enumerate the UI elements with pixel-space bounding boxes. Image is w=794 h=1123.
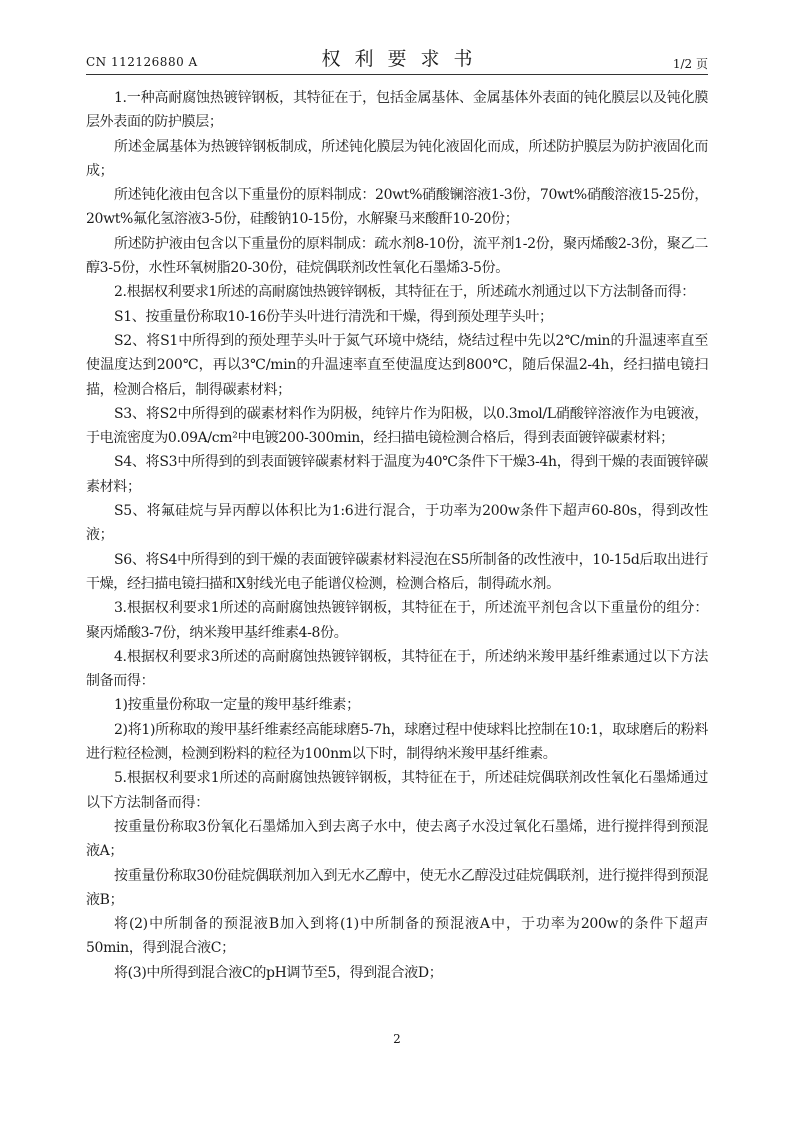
- page-indicator: 1/2 页: [672, 57, 708, 71]
- page-number: 2: [393, 1032, 401, 1046]
- page-header: [86, 44, 708, 74]
- claim-paragraph: 按重量份称取30份硅烷偶联剂加入到无水乙醇中，使无水乙醇没过硅烷偶联剂，进行搅拌得到预混液B；: [86, 867, 708, 908]
- claim-paragraph: 将(3)中所得到混合液C的pH调节至5，得到混合液D；: [114, 964, 443, 981]
- claim-paragraph: S6、将S4中所得到的到干燥的表面镀锌碳素材料浸泡在S5所制备的改性液中，10-15d后取出进行干燥，经扫描电镜扫描和X射线光电子能谱仪检测，检测合格后，制得疏水剂。: [86, 551, 708, 592]
- document-number: CN 112126880 A: [86, 55, 198, 69]
- claim-paragraph: 将(2)中所制备的预混液B加入到将(1)中所制备的预混液A中，于功率为200w的条件下超声50min，得到混合液C；: [86, 916, 708, 957]
- claim-paragraph: 2.根据权利要求1所述的高耐腐蚀热镀锌钢板，其特征在于，所述疏水剂通过以下方法制备而得：: [114, 284, 695, 301]
- claim-paragraph: 所述钝化液由包含以下重量份的原料制成：20wt%硝酸镧溶液1-3份，70wt%硝酸溶液15-25份，20wt%氟化氢溶液3-5份，硅酸钠10-15份，水解聚马来酸酐10-20份；: [86, 187, 708, 228]
- claim-paragraph: S4、将S3中所得到的到表面镀锌碳素材料于温度为40℃条件下干燥3-4h，得到干燥的表面镀锌碳素材料；: [86, 454, 708, 495]
- claim-paragraph: S2、将S1中所得到的预处理芋头叶于氮气环境中烧结，烧结过程中先以2℃/min的升温速率直至使温度达到200℃，再以3℃/min的升温速率直至使温度达到800℃，随后保温2-4h，经扫描电镜扫描，检测合格后，制得碳素材料；: [86, 332, 708, 398]
- claims-body: [86, 86, 708, 985]
- claim-paragraph: 5.根据权利要求1所述的高耐腐蚀热镀锌钢板，其特征在于，所述硅烷偶联剂改性氧化石墨烯通过以下方法制备而得：: [86, 770, 708, 811]
- claim-paragraph: 所述金属基体为热镀锌钢板制成，所述钝化膜层为钝化液固化而成，所述防护膜层为防护液固化而成；: [86, 138, 708, 179]
- claim-paragraph: 2)将1)所称取的羧甲基纤维素经高能球磨5-7h，球磨过程中使球料比控制在10:1，取球磨后的粉料进行粒径检测，检测到粉料的粒径为100nm以下时，制得纳米羧甲基纤维素。: [86, 721, 708, 763]
- claim-paragraph: 3.根据权利要求1所述的高耐腐蚀热镀锌钢板，其特征在于，所述流平剂包含以下重量份的组分：聚丙烯酸3-7份，纳米羧甲基纤维素4-8份。: [86, 600, 708, 641]
- page-title: 权利要求书: [321, 48, 487, 70]
- header-divider: [86, 74, 708, 75]
- claim-paragraph: 按重量份称取3份氧化石墨烯加入到去离子水中，使去离子水没过氧化石墨烯，进行搅拌得到预混液A；: [86, 818, 708, 860]
- claim-paragraph: S5、将氟硅烷与异丙醇以体积比为1:6进行混合，于功率为200w条件下超声60-80s，得到改性液；: [86, 503, 708, 544]
- claim-paragraph: 1)按重量份称取一定量的羧甲基纤维素；: [114, 697, 360, 714]
- claim-paragraph: 所述防护液由包含以下重量份的原料制成：疏水剂8-10份，流平剂1-2份，聚丙烯酸2-3份，聚乙二醇3-5份，水性环氧树脂20-30份，硅烷偶联剂改性氧化石墨烯3-5份。: [86, 235, 708, 277]
- claim-paragraph: 4.根据权利要求3所述的高耐腐蚀热镀锌钢板，其特征在于，所述纳米羧甲基纤维素通过以下方法制备而得：: [86, 648, 708, 690]
- claim-paragraph: S1、按重量份称取10-16份芋头叶进行清洗和干燥，得到预处理芋头叶；: [114, 308, 553, 325]
- claim-paragraph: S3、将S2中所得到的碳素材料作为阴极，纯锌片作为阳极，以0.3mol/L硝酸锌溶液作为电镀液，于电流密度为0.09A/cm²中电镀200-300min，经扫描电镜检测合格后，得到表面镀锌碳素材料；: [86, 405, 708, 447]
- claim-paragraph: 1.一种高耐腐蚀热镀锌钢板，其特征在于，包括金属基体、金属基体外表面的钝化膜层以及钝化膜层外表面的防护膜层；: [86, 90, 708, 131]
